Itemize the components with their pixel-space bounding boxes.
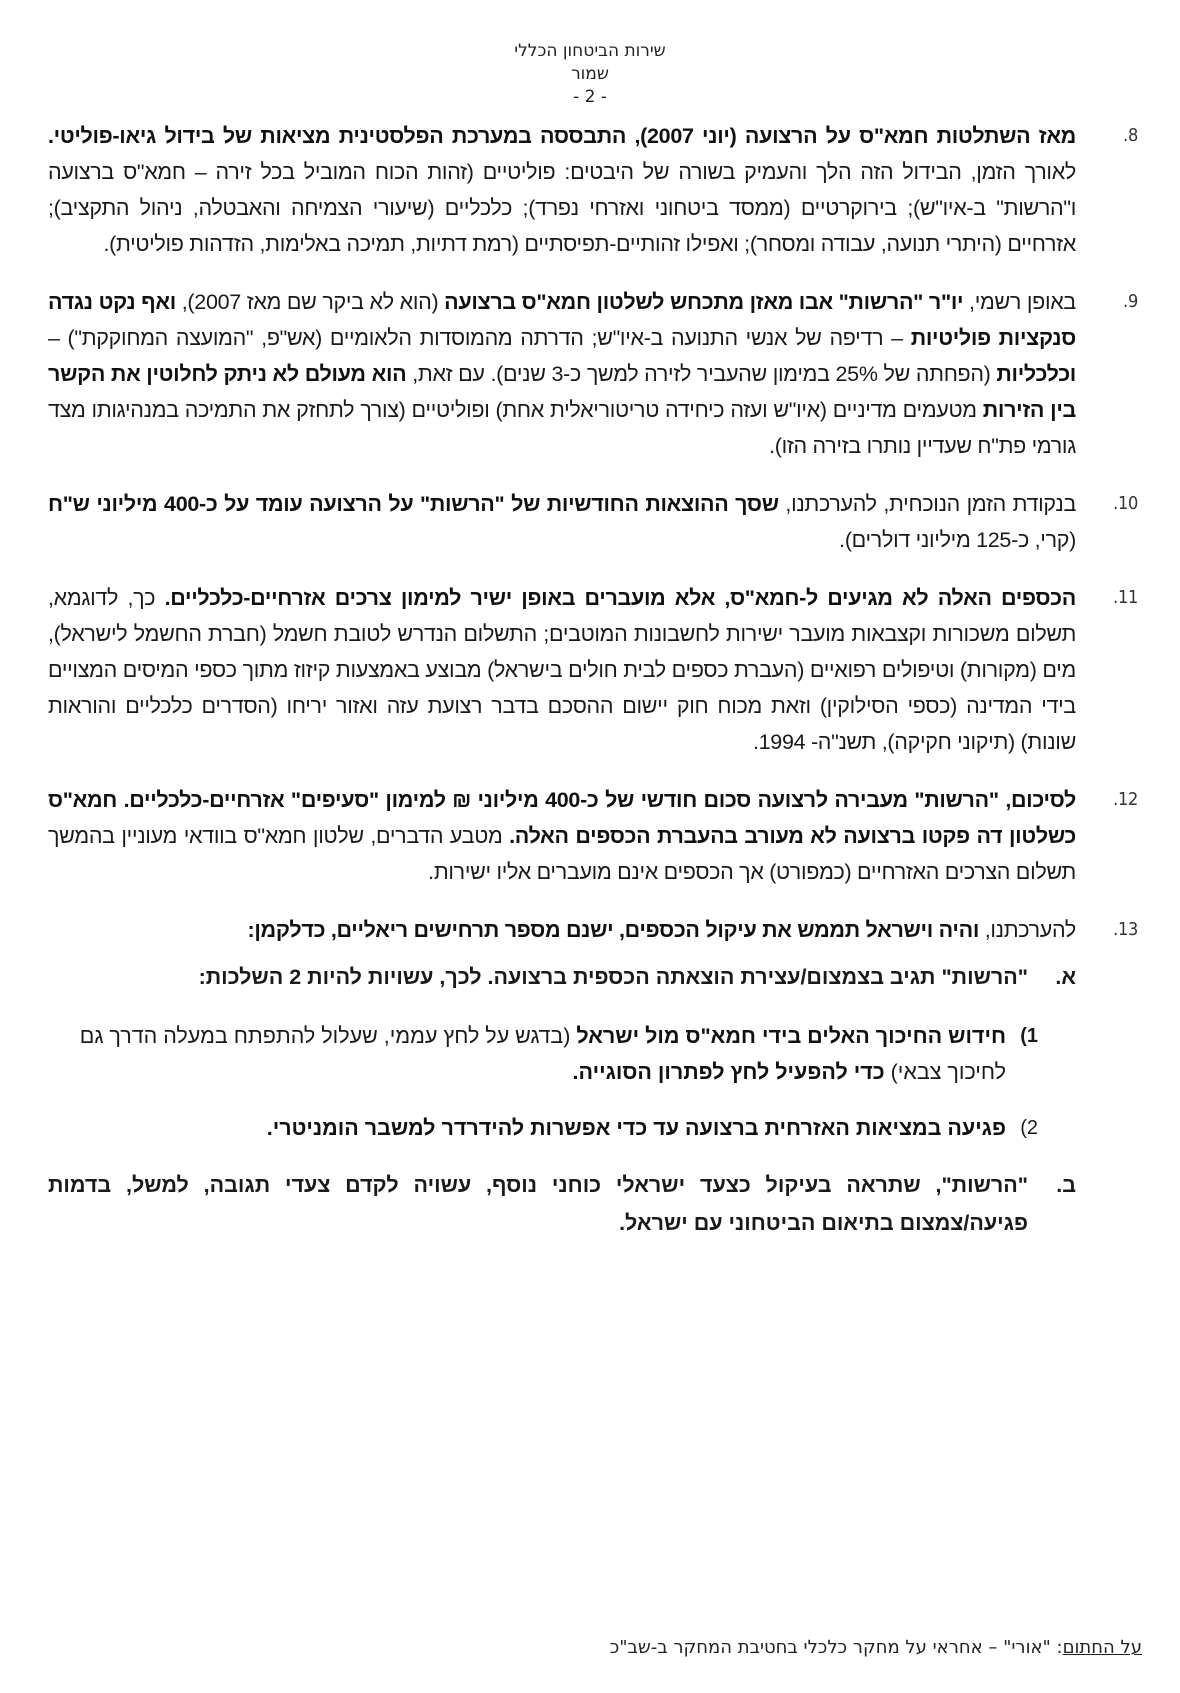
- paragraph-number: .12: [1113, 789, 1138, 810]
- document-header: [0, 40, 1180, 109]
- organization-name: שירות הביטחון הכללי: [514, 41, 666, 61]
- scenario-label: ב.: [1056, 1173, 1076, 1197]
- bold-text: כדי להפעיל לחץ לפתרון הסוגייה.: [572, 1060, 885, 1084]
- body-text: מטעמים מדיניים (איו"ש ועזה כיחידה טריטוריאלית אחת) ופוליטיים (צורך לתחזק את התמיכה במנהיגותו מצד גורמי פת"ח שעדיין נותרו בזירה הזו).: [48, 398, 1076, 458]
- paragraph-11: [38, 580, 1138, 760]
- paragraph-9: [38, 284, 1138, 464]
- bold-text: לסיכום, "הרשות" מעבירה לרצועה סכום חודשי של כ-400 מיליוני ₪ למימון "סעיפים" אזרחיים-כלכליים. חמא"ס כשלטון דה פקטו ברצועה לא מעורב בהעברת הכספים האלה.: [48, 788, 1076, 848]
- bold-text: יו"ר "הרשות" אבו מאזן מתכחש לשלטון חמא"ס ברצועה: [444, 290, 964, 314]
- body-text: (קרי, כ-125 מיליוני דולרים).: [839, 528, 1076, 552]
- body-text: – רדיפה של אנשי התנועה ב-איו"ש; הדרתה מהמוסדות הלאומיים (אש"פ, "המועצה המחוקקת") –: [48, 326, 911, 350]
- signature-line: [610, 1637, 1142, 1658]
- scenario-label: א.: [1055, 965, 1076, 989]
- body-text: לאורך הזמן, הבידול הזה הלך והעמיק בשורה של היבטים: פוליטיים (זהות הכוח המוביל בכל זירה – חמא"ס ברצועה ו"הרשות" ב-איו"ש); בירוקרטיים (ממסד ביטחוני ואזרחי נפרד); כלכליים (שיעורי הצמיחה והאבטלה, ניהול התקציב); אזרחיים (היתרי תנועה, עבודה ומסחר); ואפילו זהותיים-תפיסתיים (רמת דתיות, תמיכה באלימות, הזדהות פוליטית).: [48, 160, 1076, 256]
- scenario-a-item-1: [38, 1018, 1138, 1090]
- bold-text: ואף נקט נגדה סנקציות פוליטיות: [48, 290, 1076, 350]
- bold-text: הוא מעולם לא ניתק לחלוטין את הקשר בין הזירות: [48, 362, 1076, 422]
- bold-text: מאז השתלטות חמא"ס על הרצועה (יוני 2007), התבססה במערכת הפלסטינית מציאות של בידול גיאו-פוליטי.: [48, 124, 1076, 148]
- classification-label: שמור: [571, 64, 609, 84]
- bold-text: הכספים האלה לא מגיעים ל-חמא"ס, אלא מועברים באופן ישיר למימון צרכים אזרחיים-כלכליים.: [164, 586, 1076, 610]
- body-text: (בדגש על לחץ עממי, שעלול להתפתח במעלה הדרך גם לחיכוך צבאי): [79, 1024, 1006, 1084]
- bold-text: שסך ההוצאות החודשיות של "הרשות" על הרצועה עומד על כ-400 מיליוני ש"ח: [48, 492, 779, 516]
- body-text: בנקודת הזמן הנוכחית, להערכתנו,: [778, 492, 1077, 516]
- paragraph-12: [38, 782, 1138, 890]
- paragraph-13: [38, 912, 1138, 948]
- scenario-a-item-2: [38, 1110, 1138, 1146]
- bold-text: והיה וישראל תממש את עיקול הכספים, ישנם מספר תרחישים ריאליים, כדלקמן:: [247, 918, 980, 942]
- scenario-b: [38, 1166, 1138, 1242]
- signature-text: : "אורי" – אחראי על מחקר כלכלי בחטיבת המחקר ב-שב"כ: [609, 1637, 1063, 1658]
- body-text: (הוא לא ביקר שם מאז 2007),: [175, 290, 445, 314]
- paragraph-number: .11: [1113, 587, 1138, 608]
- bold-text: וכלכליות: [996, 362, 1076, 386]
- scenario-text: "הרשות", שתראה בעיקול כצעד ישראלי כוחני נוסף, עשויה לקדם צעדי תגובה, למשל, בדמות פגיעה/צמצום בתיאום הביטחוני עם ישראל.: [48, 1173, 1028, 1235]
- body-text: להערכתנו,: [979, 918, 1076, 942]
- paragraph-number: .13: [1113, 919, 1138, 940]
- body-text: באופן רשמי,: [963, 290, 1076, 314]
- body-text: (הפחתה של 25% במימון שהעביר לזירה למשך כ-3 שנים). עם זאת,: [406, 362, 997, 386]
- paragraph-8: [38, 118, 1138, 262]
- paragraph-10: [38, 486, 1138, 558]
- paragraph-number: .9: [1123, 291, 1138, 312]
- document-body: [38, 118, 1138, 1264]
- body-text: מטבע הדברים, שלטון חמא"ס בוודאי מעוניין בהמשך תשלום הצרכים האזרחיים (כמפורט) אך הכספים אינם מועברים אליו ישירות.: [48, 824, 1076, 884]
- bold-text: פגיעה במציאות האזרחית ברצועה עד כדי אפשרות להידרדר למשבר הומניטרי.: [266, 1116, 1006, 1140]
- paragraph-number: .8: [1123, 125, 1138, 146]
- signature-label: על החתום: [1062, 1637, 1142, 1658]
- bold-text: חידוש החיכוך האלים בידי חמא"ס מול ישראל: [576, 1024, 1006, 1048]
- page-number: - 2 -: [573, 87, 607, 107]
- item-label: 2): [1020, 1117, 1038, 1139]
- scenario-a: [38, 958, 1138, 996]
- scenario-text: "הרשות" תגיב בצמצום/עצירת הוצאתה הכספית ברצועה. לכך, עשויות להיות 2 השלכות:: [198, 965, 1028, 989]
- paragraph-number: .10: [1113, 493, 1138, 514]
- body-text: כך, לדוגמא, תשלום משכורות וקצבאות מועבר ישירות לחשבונות המוטבים; התשלום הנדרש לטובת חשמל (חברת החשמל לישראל), מים (מקורות) וטיפולים רפואיים (העברת כספים לבית חולים בישראל) מבוצע באמצעות קיזוז מתוך כספי המיסים המצויים בידי המדינה (כספי הסילוקין) וזאת מכוח חוק יישום ההסכם בדבר רצועת עזה ואזור יריחו (הסדרים כלכליים והוראות שונות) (תיקוני חקיקה), תשנ"ה- 1994.: [48, 586, 1076, 754]
- item-label: 1): [1020, 1025, 1038, 1047]
